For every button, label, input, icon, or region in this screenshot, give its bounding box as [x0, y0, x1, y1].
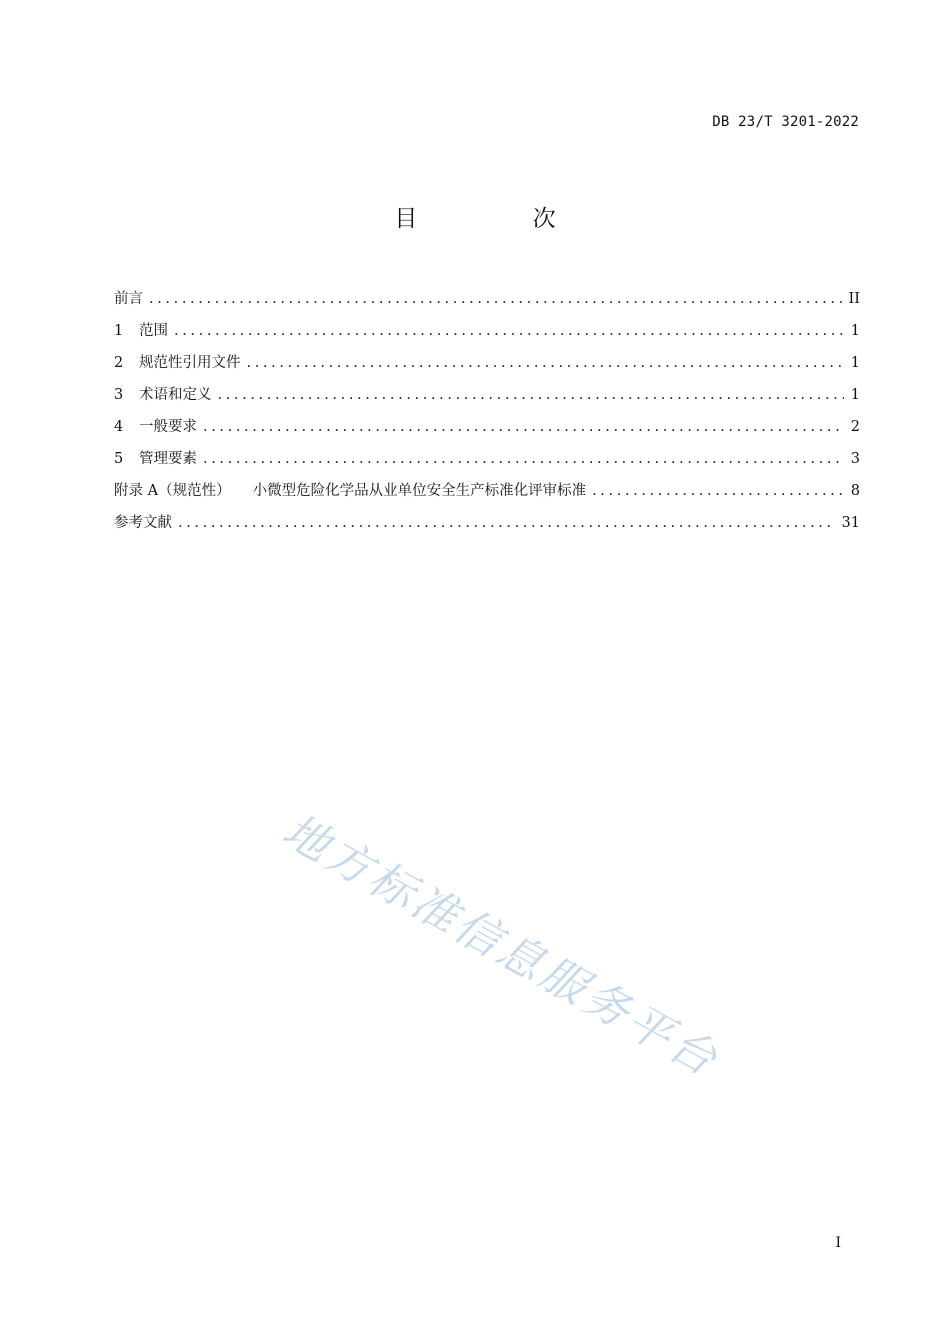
- toc-annex-prefix: 附录 A（规范性）: [114, 483, 231, 499]
- toc-entry-number: 2: [114, 355, 124, 371]
- page-number: I: [835, 1235, 841, 1251]
- toc-entry-number: 4: [114, 419, 124, 435]
- table-of-contents: [114, 286, 860, 542]
- toc-entry-number: 5: [114, 451, 124, 467]
- toc-entry-page: 3: [850, 451, 860, 467]
- toc-leader-dots: [149, 286, 843, 312]
- toc-leader-dots: [178, 510, 836, 536]
- toc-leader-dots: [592, 478, 844, 504]
- toc-entry-page: 1: [850, 355, 860, 371]
- toc-entry-terms-definitions[interactable]: [114, 382, 860, 414]
- toc-leader-dots: [174, 318, 844, 344]
- toc-leader-dots: [218, 382, 845, 408]
- toc-leader-dots: [203, 414, 844, 440]
- toc-entry-label: 范围: [139, 323, 168, 339]
- toc-entry-label: 参考文献: [114, 515, 172, 531]
- toc-entry-page: 1: [850, 387, 860, 403]
- watermark: 地方标准信息服务平台: [273, 803, 729, 1088]
- toc-leader-dots: [247, 350, 845, 376]
- toc-title: 目 次: [394, 206, 610, 232]
- toc-entry-bibliography[interactable]: [114, 510, 860, 542]
- toc-entry-page: 2: [850, 419, 860, 435]
- toc-entry-page: 8: [850, 483, 860, 499]
- toc-entry-label: 一般要求: [139, 419, 197, 435]
- toc-entry-number: 3: [114, 387, 124, 403]
- toc-entry-normative-references[interactable]: [114, 350, 860, 382]
- toc-entry-page: II: [848, 291, 860, 307]
- document-code: DB 23/T 3201-2022: [712, 114, 859, 130]
- toc-entry-label: 规范性引用文件: [139, 355, 241, 371]
- toc-entry-label: 术语和定义: [139, 387, 212, 403]
- toc-annex-title: 小微型危险化学品从业单位安全生产标准化评审标准: [252, 483, 587, 499]
- toc-entry-management-elements[interactable]: [114, 446, 860, 478]
- toc-entry-scope[interactable]: [114, 318, 860, 350]
- toc-entry-label: 管理要素: [139, 451, 197, 467]
- toc-leader-dots: [203, 446, 844, 472]
- toc-entry-foreword[interactable]: [114, 286, 860, 318]
- toc-entry-annex-a[interactable]: [114, 478, 860, 510]
- toc-entry-number: 1: [114, 323, 124, 339]
- toc-entry-label: [114, 478, 586, 504]
- toc-entry-page: 31: [841, 515, 860, 531]
- toc-entry-general-requirements[interactable]: [114, 414, 860, 446]
- toc-entry-page: 1: [850, 323, 860, 339]
- toc-entry-label: 前言: [114, 291, 143, 307]
